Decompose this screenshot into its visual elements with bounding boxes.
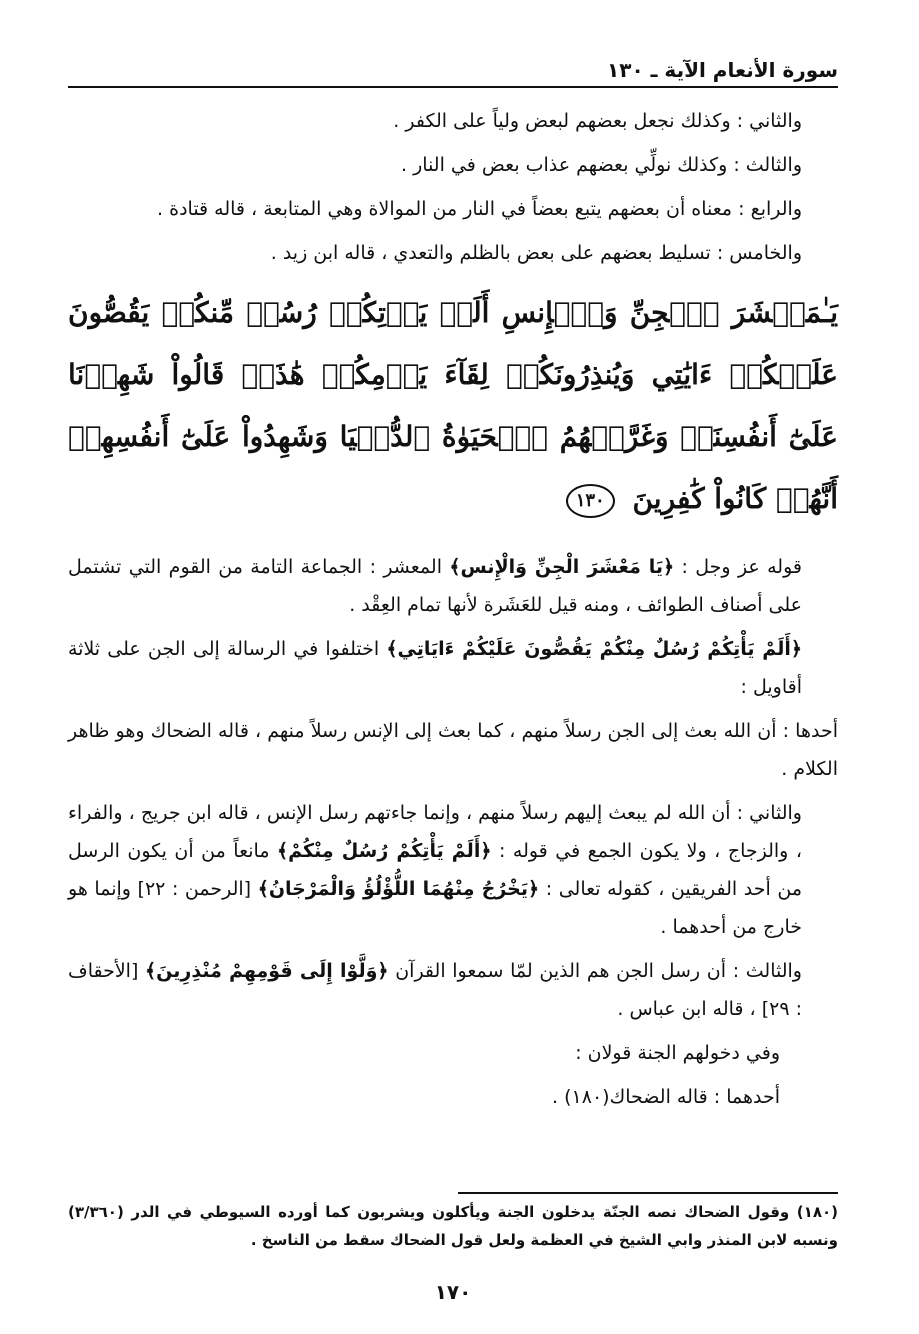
ayah-number-badge: ١٣٠ — [566, 484, 615, 518]
running-title: سورة الأنعام الآية ـ ١٣٠ — [607, 58, 838, 82]
quran-quote: ﴿وَلَّوْا إِلَى قَوْمِهِمْ مُنْذِرِينَ﴾ — [145, 960, 389, 982]
paragraph-first-saying: أحدهما : قاله الضحاك(١٨٠) . — [552, 1086, 780, 1108]
paragraph-entry-paradise: وفي دخولهم الجنة قولان : — [575, 1042, 780, 1064]
commentary-paragraph — [68, 630, 838, 706]
page-body — [68, 102, 838, 1116]
quran-quote: ﴿يَا مَعْشَرَ الْجِنِّ وَالْإِنس﴾ — [449, 556, 675, 578]
paragraph-second-opinion: والثاني : وكذلك نجعل بعضهم لبعض ولياً على الكفر . — [393, 110, 802, 132]
verse-text: يَـٰمَعۡشَرَ ٱلۡجِنِّ وَٱلۡإِنسِ أَلَمۡ يَأۡتِكُمۡ رُسُلٞ مِّنكُمۡ يَقُصُّونَ عَلَيۡكُمۡ ءَايَٰتِي وَيُنذِرُونَكُمۡ لِقَآءَ يَوۡمِكُمۡ هَٰذَاۚ قَالُواْ شَهِدۡنَا عَلَىٰٓ أَنفُسِنَاۖ وَغَرَّتۡهُمُ ٱلۡحَيَوٰةُ ٱلدُّنۡيَا وَشَهِدُواْ عَلَىٰٓ أَنفُسِهِمۡ أَنَّهُمۡ كَانُواْ كَٰفِرِينَ — [68, 296, 838, 515]
commentary-text: والثالث : أن رسل الجن هم الذين لمّا سمعوا القرآن — [388, 960, 802, 982]
commentary-paragraph — [68, 548, 838, 624]
commentary-text: المعشر : الجماعة التامة من القوم التي تشتمل على أصناف الطوائف ، ومنه قيل للعَشَرة لأنها تمام العِقْد . — [68, 556, 802, 616]
document-page — [68, 52, 838, 1312]
commentary-text: [الرحمن : ٢٢] وإنما هو خارج من أحدهما . — [68, 878, 802, 938]
footnote: (١٨٠) وقول الضحاك نصه الجنّة يدخلون الجنة ويأكلون ويشربون كما أورده السيوطي في الدر (٣/٣٦٠) ونسبه لابن المنذر وابي الشيخ في العظمة ولعل قول الضحاك سقط من الناسخ . — [68, 1203, 838, 1249]
paragraph-fifth-opinion: والخامس : تسليط بعضهم على بعض بالظلم والتعدي ، قاله ابن زيد . — [270, 242, 802, 264]
commentary-text: والثاني : أن الله لم يبعث إليهم رسلاً منهم ، وإنما جاءتهم رسل الإنس ، قاله ابن جريج ، والفراء ، والزجاج ، ولا يكون الجمع في قوله : — [68, 802, 802, 862]
commentary-paragraph — [68, 712, 838, 788]
commentary-text: مانعاً من أن يكون الرسل من أحد الفريقين ، كقوله تعالى : — [68, 840, 802, 900]
page-header — [68, 52, 838, 88]
page-number: ١٧٠ — [434, 1280, 472, 1304]
commentary-text: [الأحقاف : ٢٩] ، قاله ابن عباس . — [68, 960, 802, 1020]
commentary-text: أحدها : أن الله بعث إلى الجن رسلاً منهم ، كما بعث إلى الإنس رسلاً منهم ، قاله الضحاك وهو ظاهر الكلام . — [68, 720, 838, 780]
quran-quote: ﴿أَلَمْ يَأْتِكُمْ رُسُلٌ مِنْكُمْ يَقُصُّونَ عَلَيْكُمْ ءَايَاتِي﴾ — [386, 638, 802, 660]
quran-verse — [68, 282, 838, 530]
commentary-text: اختلفوا في الرسالة إلى الجن على ثلاثة أقاويل : — [68, 638, 802, 698]
footnote-divider — [458, 1192, 838, 1194]
quran-quote: ﴿أَلَمْ يَأْتِكُمْ رُسُلٌ مِنْكُمْ﴾ — [277, 840, 492, 862]
paragraph-fourth-opinion: والرابع : معناه أن بعضهم يتبع بعضاً في النار من الموالاة وهي المتابعة ، قاله قتادة . — [157, 198, 802, 220]
paragraph-third-opinion: والثالث : وكذلك نولِّي بعضهم عذاب بعض في النار . — [401, 154, 802, 176]
commentary-paragraph — [68, 794, 838, 946]
quran-quote: ﴿يَخْرُجُ مِنْهُمَا اللُّؤْلُؤُ وَالْمَرْجَانُ﴾ — [257, 878, 540, 900]
commentary-paragraph — [68, 952, 838, 1028]
commentary-text: قوله عز وجل : — [674, 556, 802, 578]
